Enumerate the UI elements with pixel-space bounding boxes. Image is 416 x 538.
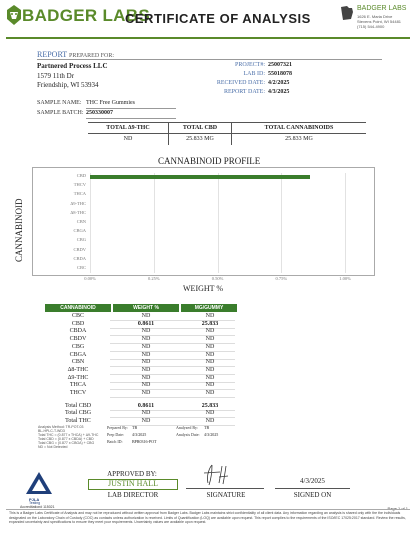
table-row-weight: ND <box>141 359 151 366</box>
table-total-row-name: Total THC <box>65 418 91 425</box>
approved-by-label: APPROVED BY: <box>107 470 157 478</box>
document-title: CERTIFICATE OF ANALYSIS <box>125 11 311 26</box>
director-name: JUSTIN HALL <box>108 479 158 488</box>
chart-category-label: Δ8-THC <box>70 209 86 215</box>
footer-divider <box>6 509 410 510</box>
analyzed-by-label: Analyzed By: <box>176 425 199 430</box>
project-label: PROJECT#: <box>234 62 265 68</box>
batch-id-value: BPR0316-POT <box>132 439 157 444</box>
table-row-name: CBDA <box>69 328 87 335</box>
chart-category-label: THCA <box>73 191 86 197</box>
header-divider <box>6 37 410 39</box>
table-row-weight: ND <box>141 343 151 350</box>
signature-line <box>186 488 264 489</box>
handwritten-signature-icon <box>198 463 254 487</box>
sample-name-rule <box>86 108 176 109</box>
table-row-mg: ND <box>205 336 215 343</box>
lab-id-label: LAB ID: <box>243 71 265 77</box>
chart-category-label: CBN <box>76 219 86 224</box>
prepared-for-label: PREPARED FOR: <box>69 53 115 59</box>
address-line-3: (715) 544-4900 <box>357 24 385 29</box>
chart-gridline <box>345 173 346 273</box>
total-cbd-header: TOTAL CBD <box>182 125 218 131</box>
table-row-mg: ND <box>205 374 215 381</box>
report-label: REPORT <box>37 50 68 59</box>
sample-name-value: THC Free Gummies <box>86 100 135 106</box>
lab-id-value: 55018078 <box>268 71 292 77</box>
table-row-mg: ND <box>205 382 215 389</box>
table-row-name: CBD <box>71 320 85 327</box>
analysis-date-value: 4/3/2025 <box>204 432 219 437</box>
report-heading <box>37 50 114 59</box>
signed-on-line <box>275 488 350 489</box>
method-line-3: Total THC = (0.877 x THCA) + Δ9-THC <box>38 433 99 437</box>
lab-logo-text: BADGER LABS <box>22 6 150 25</box>
profile-x-axis-title: WEIGHT % <box>183 284 224 293</box>
table-row-weight: ND <box>141 336 151 343</box>
sample-batch-label: SAMPLE BATCH: <box>37 110 84 116</box>
address-line-2: Stevens Point, WI 54481 <box>357 19 402 24</box>
chart-category-label: CBDA <box>73 255 86 261</box>
totals-col-sep-2 <box>231 122 232 145</box>
table-row-name: THCV <box>69 390 87 396</box>
table-header-mg: MG/GUMMY <box>181 304 237 312</box>
batch-id-label: Batch ID: <box>107 439 123 444</box>
chart-gridline <box>154 173 155 273</box>
table-row-name: CBGA <box>69 351 87 358</box>
table-total-row-name: Total CBG <box>64 410 92 417</box>
report-date-value: 4/3/2025 <box>268 89 290 95</box>
report-date-label: REPORT DATE: <box>223 89 265 95</box>
table-header-weight: WEIGHT % <box>113 304 179 312</box>
chart-category-label: CBGA <box>73 228 86 234</box>
table-header-cannabinoid: CANNABINOID <box>45 304 111 312</box>
table-row-mg: 25.833 <box>201 320 219 327</box>
table-row-weight: ND <box>141 390 151 396</box>
chart-category-label: THCV <box>73 182 86 188</box>
totals-col-sep-1 <box>168 122 169 145</box>
table-row-mg: ND <box>205 351 215 358</box>
profile-chart-title: CANNABINOID PROFILE <box>155 156 263 166</box>
director-title: LAB DIRECTOR <box>107 491 159 499</box>
project-value: 25007321 <box>268 62 292 68</box>
total-thc-value: ND <box>123 136 133 142</box>
chart-category-label: CBD <box>76 173 86 178</box>
method-line-4: Total CBD = (0.877 x CBDA) + CBD <box>38 437 94 441</box>
table-total-row-rule <box>110 425 235 426</box>
chart-gridline <box>218 173 219 273</box>
table-row-name: Δ8-THC <box>67 366 89 373</box>
table-row-name: THCA <box>69 382 87 389</box>
total-cbd-value: 25.833 MG <box>186 136 214 142</box>
table-row-name: Δ9-THC <box>67 374 89 381</box>
analysis-date-label: Analysis Date: <box>176 432 200 437</box>
table-row-mg: ND <box>205 366 215 373</box>
chart-x-tick-label: 0.00% <box>84 276 96 281</box>
prepared-by-value: TB <box>132 425 138 430</box>
prep-date-value: 4/3/2025 <box>132 432 147 437</box>
accreditation-number: Accreditation# 115021 <box>20 505 55 509</box>
report-divider <box>37 59 382 60</box>
table-row-name: CBC <box>71 313 84 319</box>
table-row-name: CBG <box>71 343 85 350</box>
table-total-row-weight: 0.8611 <box>137 402 155 409</box>
sample-name-label: SAMPLE NAME: <box>37 100 82 106</box>
table-row-mg: ND <box>205 343 215 350</box>
chart-category-label: CBDV <box>73 246 86 252</box>
table-total-row-name: Total CBD <box>64 402 92 409</box>
total-cannabinoids-header: TOTAL CANNABINOIDS <box>264 125 334 131</box>
table-row-rule <box>110 397 235 398</box>
client-city: Friendship, WI 53934 <box>37 81 99 89</box>
table-row-mg: ND <box>205 328 215 335</box>
chart-category-label: Δ9-THC <box>70 200 86 206</box>
prepared-by-label: Prepared By: <box>107 425 128 430</box>
chart-x-tick-label: 0.25% <box>147 276 160 281</box>
lab-name-right: BADGER LABS <box>357 5 407 12</box>
footer-disclaimer: This is a Badger Labs Certificate of Analysis and may not be reproduced without written approval from Badger Labs. Badger Labs maintains strict confidentiality of all client data. Any information regarding an analysis is shared only with the the individuals designated on the Laboratory Chain of Custody (COC) as contacts unless authorization is received. Limits of Quantification (LOQ) are available upon request. This report complies to the requirements of the ISO/IEC 17025:2017 standard. Review the results, expanded uncertainty and specifications to ensure they meet your requirements. Uncertainty values are available upon request. <box>9 511 406 524</box>
table-row-weight: ND <box>141 328 151 335</box>
table-total-row-weight: ND <box>141 418 151 425</box>
table-row-weight: ND <box>141 374 151 381</box>
client-name: Partnered Process LLC <box>37 62 108 70</box>
pjla-accreditation-logo-icon <box>24 470 54 498</box>
method-line-2: BL-HPLC-T-WD3 <box>38 429 65 433</box>
chart-x-tick-label: 1.00% <box>339 276 351 281</box>
table-row-weight: 0.8611 <box>137 320 155 327</box>
wisconsin-map-icon <box>340 5 354 21</box>
signed-on-label: SIGNED ON <box>293 491 332 499</box>
chart-category-label: CBC <box>76 265 86 270</box>
totals-mid-rule <box>88 133 366 134</box>
address-line-1: 1626 E. Maria Drive <box>357 14 393 19</box>
sample-batch-value: 250330007 <box>86 110 113 116</box>
table-row-mg: ND <box>205 313 215 319</box>
table-row-name: CBDV <box>69 336 87 343</box>
method-line-1: Analysis Method: TR-POT-03 <box>38 425 84 429</box>
signed-on-date: 4/3/2025 <box>300 477 325 485</box>
pjla-label: PJLA <box>29 497 40 502</box>
table-total-row-mg: 25.833 <box>201 402 219 409</box>
method-line-6: ND = Not Detected <box>38 445 68 449</box>
total-thc-header: TOTAL Δ9-THC <box>106 125 150 131</box>
pjla-testing-label: Testing <box>29 501 41 505</box>
table-row-name: CBN <box>71 359 85 366</box>
prep-date-label: Prep Date: <box>107 432 124 437</box>
table-total-row-weight: ND <box>141 410 151 417</box>
table-row-mg: ND <box>205 359 215 366</box>
method-line-5: Total CBG = (0.877 x CBGA) + CBG <box>38 441 95 445</box>
total-cannabinoids-value: 25.833 MG <box>285 136 313 142</box>
chart-bar <box>90 175 310 179</box>
badger-logo-icon <box>5 4 23 26</box>
chart-category-label: CBG <box>76 237 86 243</box>
sample-batch-rule <box>86 118 176 119</box>
table-row-weight: ND <box>141 351 151 358</box>
received-date-value: 4/2/2025 <box>268 80 290 86</box>
client-street: 1579 11th Dr <box>37 72 75 80</box>
table-row-weight: ND <box>141 313 151 319</box>
table-row-mg: ND <box>205 390 215 396</box>
received-date-label: RECEIVED DATE: <box>216 80 265 86</box>
chart-gridline <box>90 173 91 273</box>
chart-x-tick-label: 0.50% <box>211 276 224 281</box>
analyzed-by-value: TB <box>204 425 210 430</box>
signature-label: SIGNATURE <box>206 491 246 499</box>
totals-top-rule <box>88 122 366 123</box>
table-total-row-mg: ND <box>205 410 215 417</box>
table-total-row-mg: ND <box>205 418 215 425</box>
chart-gridline <box>281 173 282 273</box>
profile-y-axis-title: CANNABINOID <box>14 198 24 262</box>
table-row-weight: ND <box>141 382 151 389</box>
page-number: Page 1 of 1 <box>387 506 408 511</box>
table-row-weight: ND <box>141 366 151 373</box>
chart-x-tick-label: 0.75% <box>275 276 288 281</box>
